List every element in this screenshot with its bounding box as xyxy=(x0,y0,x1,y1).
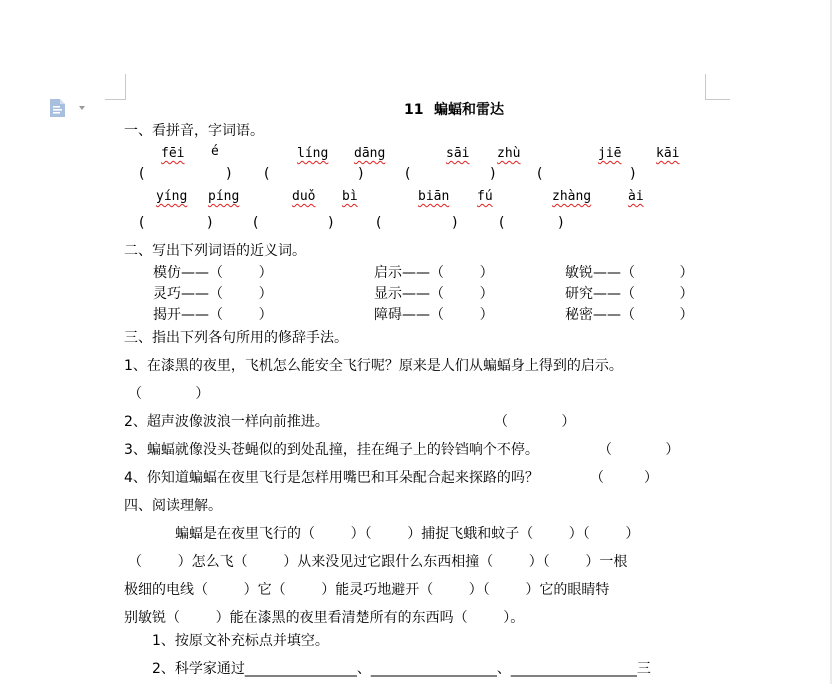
rhetoric-question-4: 4、你知道蝙蝠在夜里飞行是怎样用嘴巴和耳朵配合起来探路的吗？ xyxy=(124,470,539,486)
paren-close: ) xyxy=(226,166,232,182)
lesson-title: 蝙蝠和雷达 xyxy=(434,102,504,118)
paren-open: ( xyxy=(405,166,411,182)
passage-line: 极细的电线（ ）它（ ）能灵巧地避开（ ）（ ）它的眼睛特 xyxy=(124,582,610,598)
synonym-item: 研究——（ ） xyxy=(565,286,694,302)
pinyin: zhàng xyxy=(552,189,592,204)
rhetoric-question-1: 1、在漆黑的夜里，飞机怎么能安全飞行呢？原来是人们从蝙蝠身上得到的启示。 xyxy=(124,358,623,374)
paren-close: ) xyxy=(558,215,564,231)
paren-open: ( xyxy=(139,215,145,231)
pinyin: ài xyxy=(628,189,644,204)
rhetoric-answer-2: （ ） xyxy=(494,414,576,430)
pinyin: bì xyxy=(342,189,358,204)
paste-options-dropdown-icon[interactable] xyxy=(79,106,85,110)
paren-close: ) xyxy=(207,215,213,231)
section3-heading: 三、指出下列各句所用的修辞手法。 xyxy=(124,330,348,346)
synonym-item: 敏锐——（ ） xyxy=(565,265,694,281)
paren-close: ) xyxy=(328,215,334,231)
passage-line: 别敏锐（ ）能在漆黑的夜里看清楚所有的东西吗（ ）。 xyxy=(124,610,525,626)
paren-open: ( xyxy=(253,215,259,231)
synonym-item: 模仿——（ ） xyxy=(153,265,273,281)
pinyin: sāi xyxy=(446,146,470,161)
pinyin: é xyxy=(211,144,219,159)
synonym-item: 显示——（ ） xyxy=(374,286,494,302)
crop-mark-top-left xyxy=(105,74,126,100)
rhetoric-answer-3: （ ） xyxy=(598,442,680,458)
paren-open: ( xyxy=(264,166,270,182)
pinyin: jiē xyxy=(598,146,622,161)
synonym-item: 灵巧——（ ） xyxy=(153,286,273,302)
paren-open: ( xyxy=(139,166,145,182)
pinyin: fú xyxy=(477,189,493,204)
paren-open: ( xyxy=(376,215,382,231)
synonym-item: 障碍——（ ） xyxy=(374,307,494,323)
pinyin: píng xyxy=(208,189,240,204)
lesson-number: 11 xyxy=(404,102,424,118)
section2-heading: 二、写出下列词语的近义词。 xyxy=(124,243,306,259)
pinyin: duǒ xyxy=(292,189,316,204)
paste-options-document-icon[interactable] xyxy=(49,98,67,118)
paren-close: ) xyxy=(358,166,364,182)
passage-line: （ ）怎么飞（ ）从来没见过它跟什么东西相撞（ ）（ ）一根 xyxy=(128,554,628,570)
rhetoric-answer-1: （ ） xyxy=(128,386,210,402)
paren-open: ( xyxy=(499,215,505,231)
pinyin: zhù xyxy=(497,146,521,161)
pinyin: yíng xyxy=(156,189,188,204)
pinyin: dāng xyxy=(354,146,386,161)
rhetoric-question-2: 2、超声波像波浪一样向前推进。 xyxy=(124,414,329,430)
synonym-item: 秘密——（ ） xyxy=(565,307,694,323)
paren-close: ) xyxy=(630,166,636,182)
pinyin: líng xyxy=(297,146,329,161)
passage-line: 蝙蝠是在夜里飞行的（ ）（ ）捕捉飞蛾和蚊子（ ）（ ） xyxy=(175,526,640,542)
rhetoric-answer-4: （ ） xyxy=(590,470,659,486)
crop-mark-top-right xyxy=(705,74,730,100)
pinyin: biān xyxy=(418,189,450,204)
rhetoric-question-3: 3、蝙蝠就像没头苍蝇似的到处乱撞，挂在绳子上的铃铛响个不停。 xyxy=(124,442,539,458)
synonym-item: 揭开——（ ） xyxy=(153,307,273,323)
pinyin: fēi xyxy=(161,146,185,161)
section1-heading: 一、看拼音，字词语。 xyxy=(124,123,264,139)
paren-close: ) xyxy=(452,215,458,231)
reading-question-1: 1、按原文补充标点并填空。 xyxy=(152,633,329,649)
reading-question-2: 2、科学家通过________________、__________________、__________________三 xyxy=(152,661,651,677)
paren-open: ( xyxy=(537,166,543,182)
paren-close: ) xyxy=(490,166,496,182)
pinyin: kāi xyxy=(656,146,680,161)
synonym-item: 启示——（ ） xyxy=(374,265,494,281)
section4-heading: 四、阅读理解。 xyxy=(124,498,222,514)
